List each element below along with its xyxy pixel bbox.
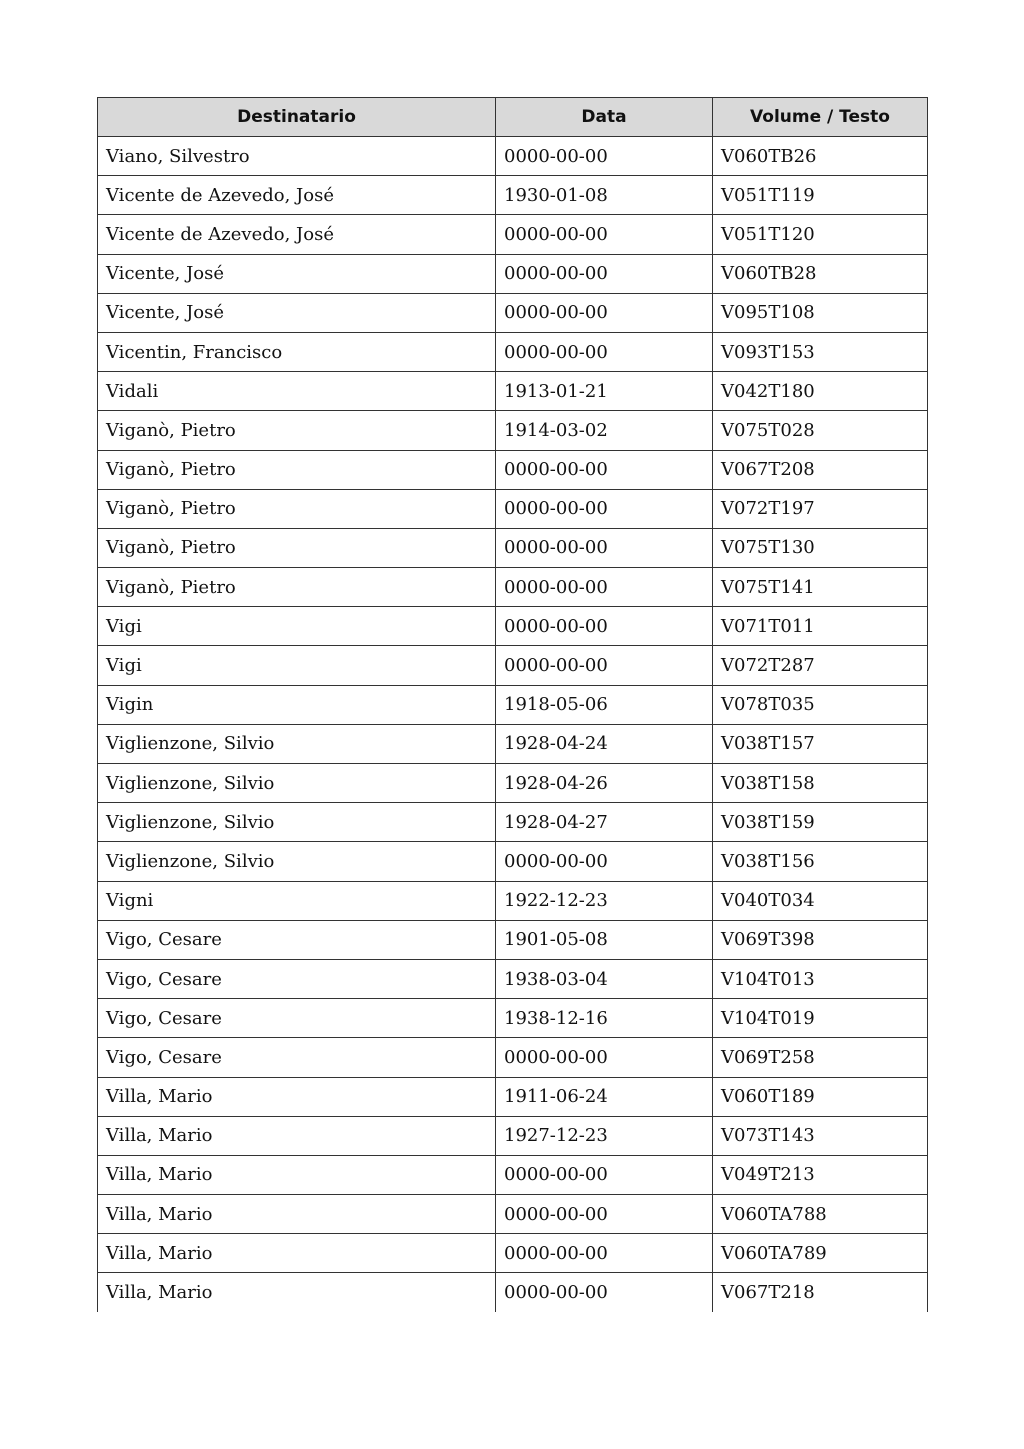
cell-data: 0000-00-00 bbox=[496, 1273, 713, 1312]
table-row bbox=[98, 920, 928, 959]
cell-data: 0000-00-00 bbox=[496, 254, 713, 293]
table-row bbox=[98, 607, 928, 646]
cell-data: 1930-01-08 bbox=[496, 176, 713, 215]
cell-volume-testo: V060TA789 bbox=[713, 1234, 928, 1273]
cell-destinatario: Viganò, Pietro bbox=[98, 528, 496, 567]
cell-data: 1928-04-26 bbox=[496, 764, 713, 803]
cell-volume-testo: V072T197 bbox=[713, 489, 928, 528]
cell-destinatario: Vicente de Azevedo, José bbox=[98, 176, 496, 215]
table-row bbox=[98, 293, 928, 332]
cell-destinatario: Viglienzone, Silvio bbox=[98, 724, 496, 763]
cell-destinatario: Viganò, Pietro bbox=[98, 568, 496, 607]
table-row bbox=[98, 254, 928, 293]
cell-volume-testo: V038T157 bbox=[713, 724, 928, 763]
table-row bbox=[98, 881, 928, 920]
cell-destinatario: Villa, Mario bbox=[98, 1195, 496, 1234]
table-row bbox=[98, 959, 928, 998]
table-row bbox=[98, 1195, 928, 1234]
cell-data: 0000-00-00 bbox=[496, 137, 713, 176]
cell-data: 0000-00-00 bbox=[496, 489, 713, 528]
cell-volume-testo: V038T158 bbox=[713, 764, 928, 803]
cell-destinatario: Vigo, Cesare bbox=[98, 959, 496, 998]
cell-destinatario: Viglienzone, Silvio bbox=[98, 803, 496, 842]
table-row bbox=[98, 1038, 928, 1077]
cell-data: 1928-04-24 bbox=[496, 724, 713, 763]
cell-data: 1927-12-23 bbox=[496, 1116, 713, 1155]
cell-destinatario: Viganò, Pietro bbox=[98, 489, 496, 528]
cell-destinatario: Vigo, Cesare bbox=[98, 920, 496, 959]
cell-data: 1922-12-23 bbox=[496, 881, 713, 920]
cell-data: 1938-03-04 bbox=[496, 959, 713, 998]
cell-destinatario: Viglienzone, Silvio bbox=[98, 842, 496, 881]
table-row bbox=[98, 176, 928, 215]
cell-volume-testo: V067T218 bbox=[713, 1273, 928, 1312]
cell-data: 0000-00-00 bbox=[496, 528, 713, 567]
cell-volume-testo: V060T189 bbox=[713, 1077, 928, 1116]
cell-destinatario: Viganò, Pietro bbox=[98, 450, 496, 489]
cell-data: 0000-00-00 bbox=[496, 842, 713, 881]
cell-volume-testo: V051T119 bbox=[713, 176, 928, 215]
cell-destinatario: Villa, Mario bbox=[98, 1234, 496, 1273]
table-body bbox=[98, 137, 928, 1313]
cell-destinatario: Villa, Mario bbox=[98, 1116, 496, 1155]
cell-volume-testo: V075T028 bbox=[713, 411, 928, 450]
cell-destinatario: Vidali bbox=[98, 372, 496, 411]
table-row bbox=[98, 999, 928, 1038]
cell-data: 1928-04-27 bbox=[496, 803, 713, 842]
cell-volume-testo: V042T180 bbox=[713, 372, 928, 411]
cell-volume-testo: V073T143 bbox=[713, 1116, 928, 1155]
cell-destinatario: Vicente de Azevedo, José bbox=[98, 215, 496, 254]
table-row bbox=[98, 372, 928, 411]
header-destinatario: Destinatario bbox=[98, 98, 496, 137]
table-header-row bbox=[98, 98, 928, 137]
table-row bbox=[98, 842, 928, 881]
cell-volume-testo: V060TB28 bbox=[713, 254, 928, 293]
cell-data: 0000-00-00 bbox=[496, 607, 713, 646]
table-row bbox=[98, 568, 928, 607]
cell-destinatario: Vicente, José bbox=[98, 293, 496, 332]
cell-volume-testo: V095T108 bbox=[713, 293, 928, 332]
cell-volume-testo: V075T130 bbox=[713, 528, 928, 567]
table-row bbox=[98, 489, 928, 528]
cell-destinatario: Vigi bbox=[98, 607, 496, 646]
table-row bbox=[98, 1155, 928, 1194]
cell-data: 1901-05-08 bbox=[496, 920, 713, 959]
cell-volume-testo: V060TB26 bbox=[713, 137, 928, 176]
cell-volume-testo: V104T013 bbox=[713, 959, 928, 998]
cell-data: 0000-00-00 bbox=[496, 568, 713, 607]
cell-volume-testo: V038T159 bbox=[713, 803, 928, 842]
cell-data: 1911-06-24 bbox=[496, 1077, 713, 1116]
cell-data: 0000-00-00 bbox=[496, 293, 713, 332]
cell-volume-testo: V093T153 bbox=[713, 332, 928, 371]
table-row bbox=[98, 724, 928, 763]
cell-volume-testo: V075T141 bbox=[713, 568, 928, 607]
cell-data: 0000-00-00 bbox=[496, 1038, 713, 1077]
header-volume-testo: Volume / Testo bbox=[713, 98, 928, 137]
cell-volume-testo: V069T258 bbox=[713, 1038, 928, 1077]
table-row bbox=[98, 411, 928, 450]
table-row bbox=[98, 1234, 928, 1273]
table-row bbox=[98, 215, 928, 254]
table-row bbox=[98, 1077, 928, 1116]
cell-volume-testo: V071T011 bbox=[713, 607, 928, 646]
cell-data: 1938-12-16 bbox=[496, 999, 713, 1038]
cell-volume-testo: V067T208 bbox=[713, 450, 928, 489]
cell-destinatario: Villa, Mario bbox=[98, 1155, 496, 1194]
cell-volume-testo: V078T035 bbox=[713, 685, 928, 724]
cell-destinatario: Vigi bbox=[98, 646, 496, 685]
cell-data: 1918-05-06 bbox=[496, 685, 713, 724]
cell-volume-testo: V049T213 bbox=[713, 1155, 928, 1194]
cell-data: 0000-00-00 bbox=[496, 1234, 713, 1273]
cell-volume-testo: V069T398 bbox=[713, 920, 928, 959]
cell-data: 0000-00-00 bbox=[496, 1195, 713, 1234]
table-row bbox=[98, 685, 928, 724]
cell-destinatario: Villa, Mario bbox=[98, 1273, 496, 1312]
cell-volume-testo: V051T120 bbox=[713, 215, 928, 254]
cell-destinatario: Vigo, Cesare bbox=[98, 1038, 496, 1077]
cell-destinatario: Viganò, Pietro bbox=[98, 411, 496, 450]
table-row bbox=[98, 528, 928, 567]
table-row bbox=[98, 646, 928, 685]
table-row bbox=[98, 803, 928, 842]
cell-destinatario: Vicentin, Francisco bbox=[98, 332, 496, 371]
cell-volume-testo: V040T034 bbox=[713, 881, 928, 920]
cell-destinatario: Vigni bbox=[98, 881, 496, 920]
cell-destinatario: Viano, Silvestro bbox=[98, 137, 496, 176]
cell-data: 0000-00-00 bbox=[496, 450, 713, 489]
letters-index-table bbox=[97, 97, 928, 1312]
cell-data: 0000-00-00 bbox=[496, 215, 713, 254]
cell-data: 1914-03-02 bbox=[496, 411, 713, 450]
cell-volume-testo: V060TA788 bbox=[713, 1195, 928, 1234]
cell-data: 0000-00-00 bbox=[496, 1155, 713, 1194]
cell-data: 0000-00-00 bbox=[496, 332, 713, 371]
table-row bbox=[98, 764, 928, 803]
cell-data: 1913-01-21 bbox=[496, 372, 713, 411]
cell-volume-testo: V104T019 bbox=[713, 999, 928, 1038]
table-row bbox=[98, 137, 928, 176]
header-data: Data bbox=[496, 98, 713, 137]
cell-destinatario: Vigo, Cesare bbox=[98, 999, 496, 1038]
cell-destinatario: Viglienzone, Silvio bbox=[98, 764, 496, 803]
table-row bbox=[98, 1273, 928, 1312]
cell-volume-testo: V038T156 bbox=[713, 842, 928, 881]
cell-destinatario: Villa, Mario bbox=[98, 1077, 496, 1116]
table-row bbox=[98, 450, 928, 489]
cell-data: 0000-00-00 bbox=[496, 646, 713, 685]
cell-destinatario: Vigin bbox=[98, 685, 496, 724]
table-row bbox=[98, 1116, 928, 1155]
cell-destinatario: Vicente, José bbox=[98, 254, 496, 293]
table-row bbox=[98, 332, 928, 371]
cell-volume-testo: V072T287 bbox=[713, 646, 928, 685]
